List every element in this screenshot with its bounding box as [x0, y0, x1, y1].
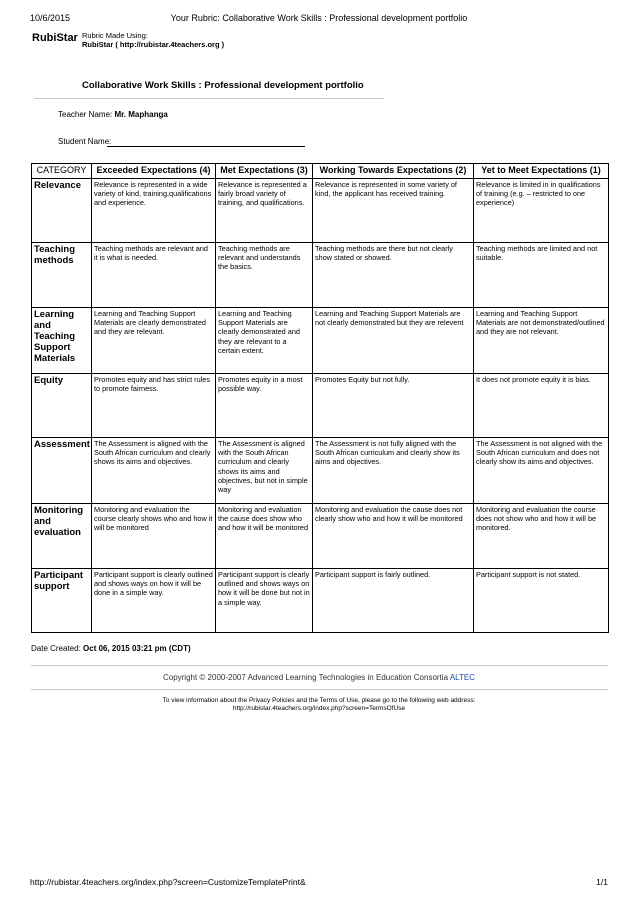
teacher-name-value: Mr. Maphanga — [114, 110, 168, 119]
category-cell: Relevance — [32, 179, 92, 243]
rubric-cell: Learning and Teaching Support Materials are clearly demonstrated and they are relevant to a certain extent. — [216, 308, 313, 374]
rubric-cell: Monitoring and evaluation the course clearly shows who and how it will be monitored — [92, 504, 216, 569]
table-row — [32, 569, 609, 633]
column-header: Met Expectations (3) — [216, 164, 313, 179]
column-header: Working Towards Expectations (2) — [313, 164, 474, 179]
rubric-cell: Relevance is represented in a wide variety of kind, training,qualifications and experience. — [92, 179, 216, 243]
footer-divider — [31, 689, 608, 690]
student-name-label: Student Name: — [58, 137, 112, 146]
rubric-cell: Promotes Equity but not fully. — [313, 374, 474, 438]
date-created-value: Oct 06, 2015 03:21 pm (CDT) — [83, 644, 191, 653]
rubric-cell: Teaching methods are there but not clearly show stated or showed. — [313, 243, 474, 308]
rubric-cell: Promotes equity in a most possible way. — [216, 374, 313, 438]
teacher-name-line — [58, 110, 168, 119]
altec-link[interactable]: ALTEC — [449, 673, 476, 682]
column-header: Yet to Meet Expectations (1) — [474, 164, 609, 179]
rubric-cell: It does not promote equity it is bias. — [474, 374, 609, 438]
date-created — [31, 644, 191, 653]
table-row — [32, 243, 609, 308]
rubistar-logo: RubiStar — [32, 32, 78, 44]
terms-of-use-link[interactable]: http://rubistar.4teachers.org/index.php?screen=TermsOfUse — [232, 705, 406, 712]
rubric-cell: Learning and Teaching Support Materials are not clearly demonstrated but they are relevent — [313, 308, 474, 374]
rubric-cell: The Assessment is not fully aligned with the South African curriculum and clearly show its aims and objectives. — [313, 438, 474, 504]
rubric-cell: The Assessment is aligned with the South African curriculum and clearly shows its aims and objectives, but not in simple way — [216, 438, 313, 504]
privacy-text: To view information about the Privacy Policies and the Terms of Use, please go to the following web address: — [162, 697, 476, 704]
rubric-cell: Teaching methods are relevant and it is what is needed. — [92, 243, 216, 308]
rubric-cell: Teaching methods are relevant and understands the basics. — [216, 243, 313, 308]
category-cell: Monitoring and evaluation — [32, 504, 92, 569]
print-date: 10/6/2015 — [30, 13, 71, 23]
rubric-cell: Learning and Teaching Support Materials are clearly demonstrated and they are relevant. — [92, 308, 216, 374]
rubric-table — [31, 163, 609, 633]
rubric-cell: Relevance is limited in in qualifications of training (e.g. – restricted to one experience) — [474, 179, 609, 243]
rubric-title: Collaborative Work Skills : Professional development portfolio — [82, 80, 364, 91]
date-created-label: Date Created: — [31, 644, 84, 653]
rubric-cell: Participant support is not stated. — [474, 569, 609, 633]
page-number: 1/1 — [596, 877, 608, 887]
rubric-cell: Relevance is represented a fairly broad variety of training, and qualifications. — [216, 179, 313, 243]
made-using-label: Rubric Made Using: — [82, 31, 148, 40]
rubric-cell: Participant support is clearly outlined and shows ways on how it will be done but not in a simple way. — [216, 569, 313, 633]
rubric-cell: Participant support is fairly outlined. — [313, 569, 474, 633]
rubric-cell: Monitoring and evaluation the course does not show who and how it will be monitored. — [474, 504, 609, 569]
rubric-cell: Teaching methods are limited and not suitable. — [474, 243, 609, 308]
rubric-cell: Monitoring and evaluation the cause does not clearly show who and how it will be monitored — [313, 504, 474, 569]
rubric-cell: The Assessment is aligned with the South African curriculum and clearly shows its aims and objectives. — [92, 438, 216, 504]
privacy-notice — [0, 697, 638, 713]
footer-divider — [31, 665, 608, 666]
rubistar-link[interactable]: RubiStar ( http://rubistar.4teachers.org ) — [82, 40, 225, 49]
rubric-cell: Learning and Teaching Support Materials are not demonstrated/outlined and they are not relevant. — [474, 308, 609, 374]
column-header: CATEGORY — [32, 164, 92, 179]
rubric-cell: The Assessment is not aligned with the South African curriculum and does not clearly show its aims and objectives. — [474, 438, 609, 504]
student-name-field[interactable] — [107, 146, 305, 147]
copyright-line — [0, 673, 638, 682]
rubric-cell: Participant support is clearly outlined and shows ways on how it will be done in a simple way. — [92, 569, 216, 633]
category-cell: Teaching methods — [32, 243, 92, 308]
table-row — [32, 308, 609, 374]
copyright-text: Copyright © 2000-2007 Advanced Learning Technologies in Education Consortia — [162, 673, 450, 682]
teacher-name-label: Teacher Name: — [58, 110, 115, 119]
table-row — [32, 179, 609, 243]
category-cell: Assessment — [32, 438, 92, 504]
print-page-title: Your Rubric: Collaborative Work Skills : Professional development portfolio — [170, 13, 468, 23]
table-row — [32, 374, 609, 438]
title-divider — [34, 98, 384, 99]
table-row — [32, 438, 609, 504]
table-header-row — [32, 164, 609, 179]
category-cell: Equity — [32, 374, 92, 438]
table-row — [32, 504, 609, 569]
rubric-cell: Relevance is represented in some variety of kind, the applicant has received training. — [313, 179, 474, 243]
column-header: Exceeded Expectations (4) — [92, 164, 216, 179]
rubric-cell: Monitoring and evaluation the cause does show who and how it will be monitored — [216, 504, 313, 569]
rubric-cell: Promotes equity and has strict rules to promote fairness. — [92, 374, 216, 438]
category-cell: Learning and Teaching Support Materials — [32, 308, 92, 374]
print-footer-url: http://rubistar.4teachers.org/index.php?screen=CustomizeTemplatePrint& — [30, 877, 306, 887]
category-cell: Participant support — [32, 569, 92, 633]
